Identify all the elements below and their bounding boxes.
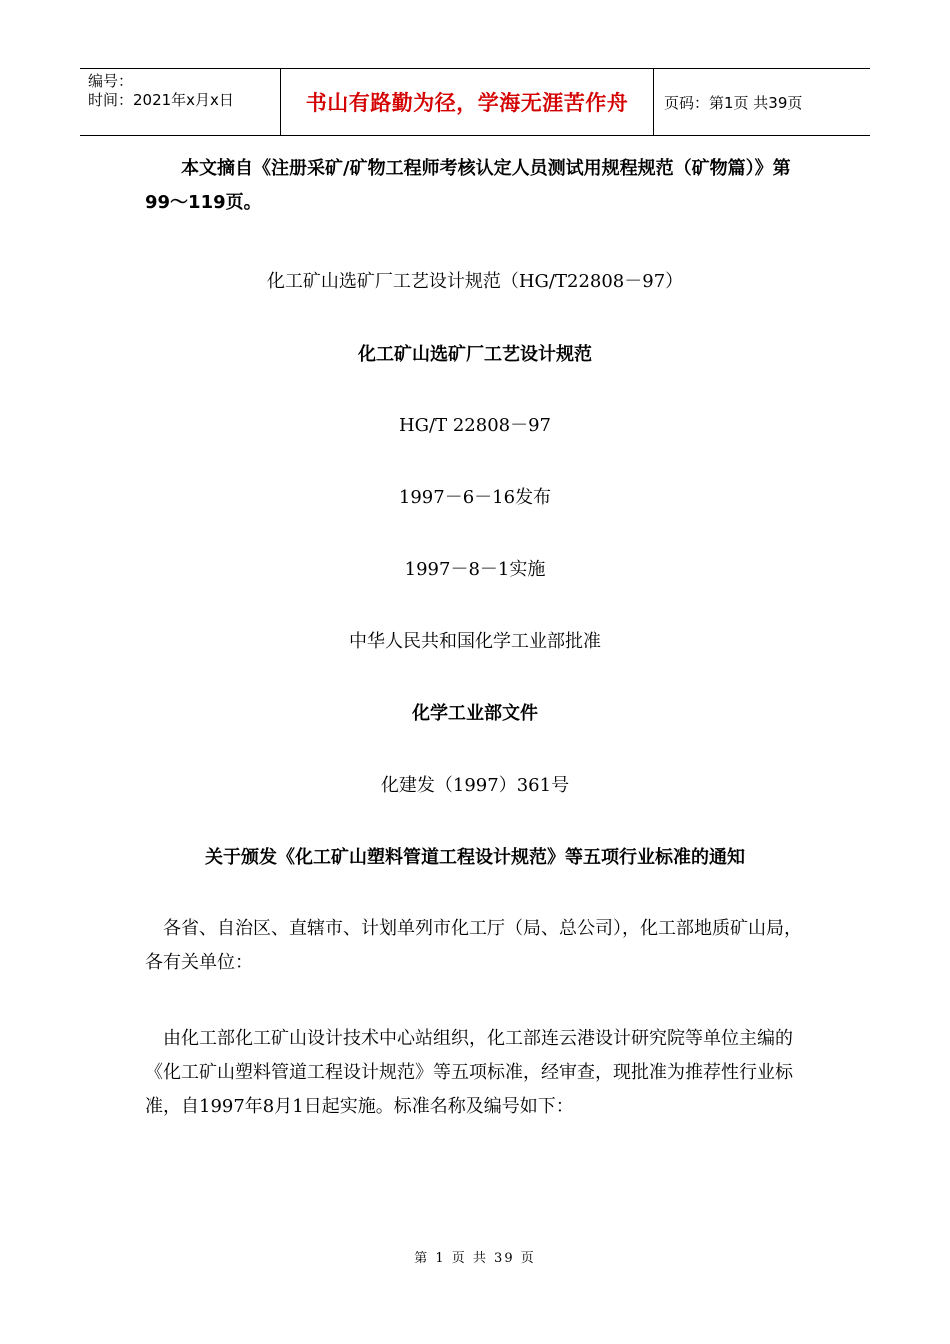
standard-ref: 化工矿山选矿厂工艺设计规范（HG/T22808－97）: [266, 271, 684, 292]
page-header: [80, 68, 870, 136]
file-number: 化建发（1997）361号: [380, 775, 570, 796]
paragraph-recipients: 各省、自治区、直辖市、计划单列市化工厅（局、总公司），化工部地质矿山局，各有关单位：: [145, 918, 802, 973]
time-label: 时间：2021年x月x日: [88, 91, 234, 109]
issue-date: 1997－6－16发布: [398, 487, 552, 508]
header-motto: 书山有路勤为径，学海无涯苦作舟: [281, 69, 654, 135]
intro-text: 本文摘自《注册采矿/矿物工程师考核认定人员测试用规程规范（矿物篇）》第99～119页。: [145, 158, 791, 213]
effective-date: 1997－8－1实施: [404, 559, 546, 580]
header-page-info: 页码：第1页 共39页: [664, 93, 803, 112]
paragraph-body: 由化工部化工矿山设计技术中心站组织，化工部连云港设计研究院等单位主编的《化工矿山塑料管道工程设计规范》等五项标准，经审查，现批准为推荐性行业标准，自1997年8月1日起实施。标准名称及编号如下：: [145, 1028, 793, 1117]
notice-title: 关于颁发《化工矿山塑料管道工程设计规范》等五项行业标准的通知: [205, 847, 745, 868]
file-title: 化学工业部文件: [412, 703, 538, 724]
page-footer: 第 1 页 共 39 页: [414, 1251, 536, 1266]
standard-code: HG/T 22808－97: [398, 415, 552, 436]
document-title: 化工矿山选矿厂工艺设计规范: [358, 344, 592, 365]
header-meta: [80, 69, 281, 135]
approver: 中华人民共和国化学工业部批准: [349, 631, 601, 652]
number-label: 编号：: [88, 72, 134, 90]
